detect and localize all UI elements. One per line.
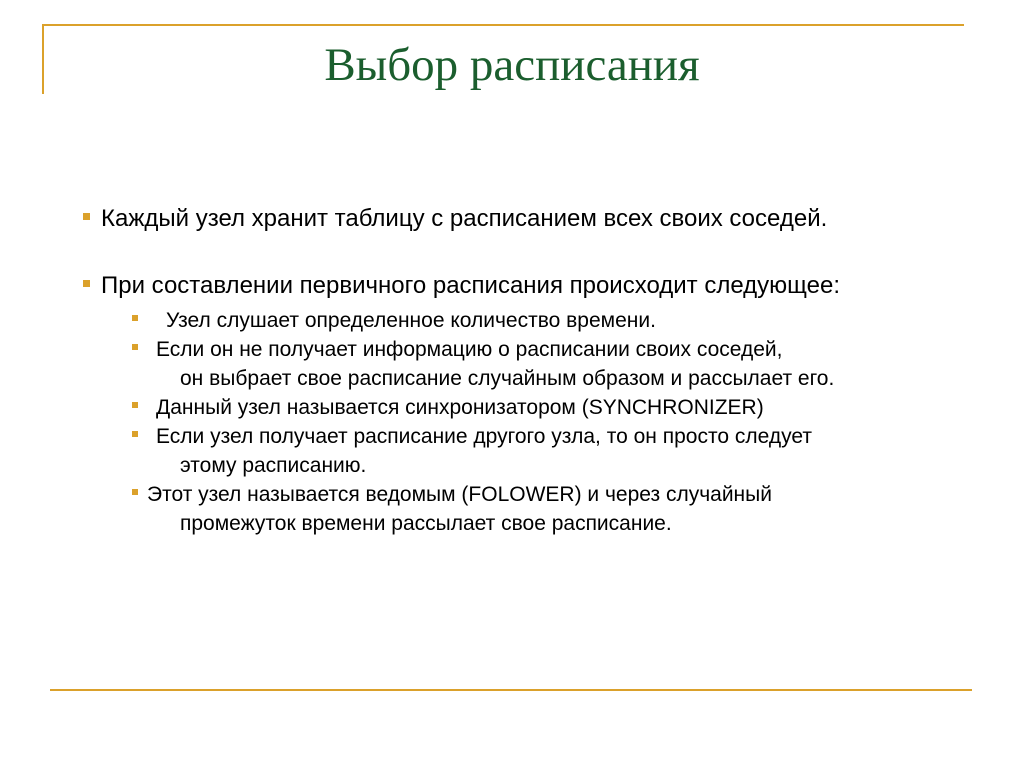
top-rule: [42, 24, 964, 26]
square-bullet-icon: [132, 402, 138, 408]
bullet-item: [80, 203, 1010, 235]
sub-bullet-item: [130, 422, 1010, 480]
sub-bullet-continuation: промежуток времени рассылает свое расписание.: [180, 512, 672, 535]
sub-bullet-item: [130, 480, 1010, 538]
square-bullet-icon: [83, 213, 90, 220]
bottom-rule: [50, 689, 972, 691]
sub-bullet-item: [130, 393, 1010, 422]
bullet-text: При составлении первичного расписания происходит следующее:: [101, 272, 840, 299]
bullet-text: Каждый узел хранит таблицу с расписанием всех своих соседей.: [101, 205, 828, 232]
bullet-item: [80, 270, 1010, 302]
sub-bullet-item: [130, 335, 1010, 393]
sub-bullet-continuation: этому расписанию.: [180, 454, 367, 477]
sub-bullet-text: Если он не получает информацию о расписании своих соседей,: [156, 338, 783, 361]
sub-bullet-text: Этот узел называется ведомым (FOLOWER) и через случайный: [147, 483, 772, 506]
sub-bullet-text: Данный узел называется синхронизатором (SYNCHRONIZER): [156, 396, 764, 419]
slide-content: [80, 203, 1010, 538]
slide-title: Выбор расписания: [324, 39, 700, 91]
square-bullet-icon: [132, 315, 138, 321]
sub-bullet-item: [130, 306, 1010, 335]
sub-bullet-list: [80, 306, 1010, 538]
square-bullet-icon: [132, 431, 138, 437]
square-bullet-icon: [132, 489, 138, 495]
square-bullet-icon: [132, 344, 138, 350]
sub-bullet-text: Если узел получает расписание другого узла, то он просто следует: [156, 425, 812, 448]
sub-bullet-continuation: он выбрает свое расписание случайным образом и рассылает его.: [180, 367, 835, 390]
sub-bullet-text: Узел слушает определенное количество времени.: [166, 309, 656, 332]
square-bullet-icon: [83, 280, 90, 287]
